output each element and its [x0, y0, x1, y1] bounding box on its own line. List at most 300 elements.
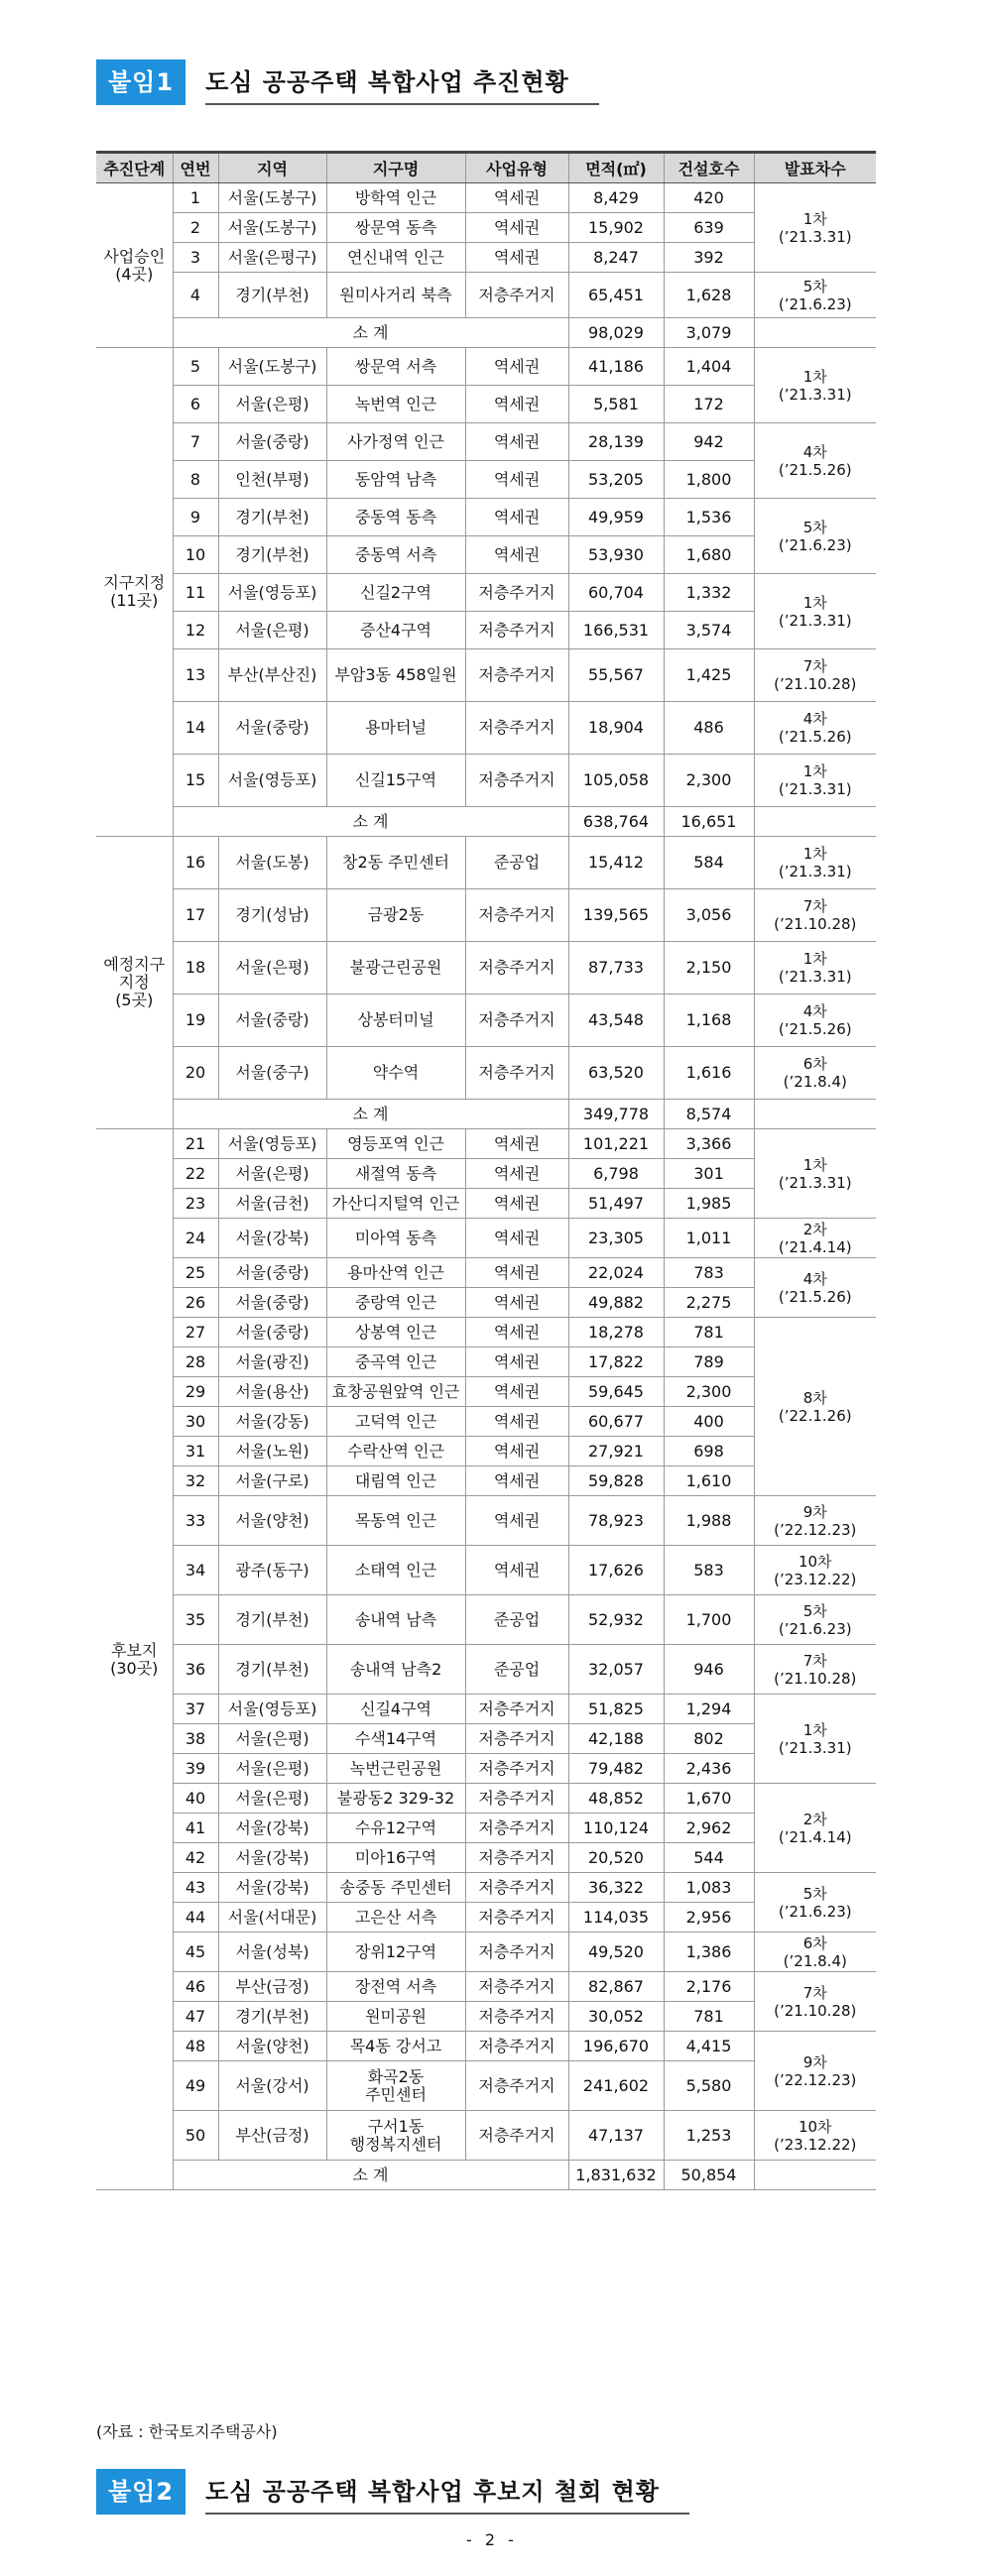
header-area: 면적(㎡)	[568, 153, 664, 183]
row-district: 상봉역 인근	[326, 1318, 465, 1347]
round-label-line: (’21.3.31)	[778, 968, 852, 986]
row-type: 저층주거지	[465, 1932, 568, 1972]
round-label-line: (’21.3.31)	[778, 1173, 852, 1192]
row-type: 역세권	[465, 1496, 568, 1546]
row-area: 28,139	[568, 423, 664, 461]
row-area: 139,565	[568, 889, 664, 942]
table-row	[96, 942, 876, 995]
table-row	[96, 273, 876, 318]
table-row	[96, 348, 876, 386]
row-region: 서울(은평)	[218, 942, 326, 995]
row-area: 8,247	[568, 243, 664, 273]
row-number: 43	[173, 1873, 218, 1903]
section1-badge: 붙임1	[96, 59, 185, 105]
table-row	[96, 1258, 876, 1288]
row-units: 1,628	[664, 273, 754, 318]
page-number: - 2 -	[466, 2530, 518, 2549]
row-area: 101,221	[568, 1129, 664, 1159]
row-units: 946	[664, 1645, 754, 1695]
row-region: 서울(중랑)	[218, 702, 326, 755]
row-district: 소태역 인근	[326, 1546, 465, 1595]
row-type: 저층주거지	[465, 2032, 568, 2061]
row-area: 47,137	[568, 2111, 664, 2161]
header-stage: 추진단계	[96, 153, 173, 183]
subtotal-units: 16,651	[664, 807, 754, 837]
table-row	[96, 649, 876, 702]
row-region: 서울(영등포)	[218, 574, 326, 612]
row-type: 역세권	[465, 1546, 568, 1595]
row-number: 28	[173, 1347, 218, 1377]
row-region: 서울(은평)	[218, 1784, 326, 1814]
row-number: 46	[173, 1972, 218, 2002]
table-row	[96, 1873, 876, 1903]
round-label-line: (’21.3.31)	[778, 611, 852, 630]
row-type: 저층주거지	[465, 2002, 568, 2032]
subtotal-label: 소 계	[173, 318, 568, 348]
row-area: 15,902	[568, 213, 664, 243]
row-region: 서울(도봉구)	[218, 213, 326, 243]
row-number: 33	[173, 1496, 218, 1546]
row-area: 105,058	[568, 755, 664, 807]
table-body	[96, 183, 876, 2190]
row-units: 781	[664, 2002, 754, 2032]
subtotal-row	[96, 318, 876, 348]
subtotal-area: 638,764	[568, 807, 664, 837]
round-cell	[754, 2111, 876, 2161]
row-units: 1,404	[664, 348, 754, 386]
round-label-line: (’21.6.23)	[778, 1902, 852, 1921]
section2-badge: 붙임2	[96, 2469, 185, 2515]
round-label-line: (’21.8.4)	[783, 1951, 847, 1970]
row-type: 역세권	[465, 461, 568, 499]
round-label-line: (’21.8.4)	[783, 1073, 847, 1091]
round-label-line: 7차	[802, 897, 827, 915]
round-cell	[754, 499, 876, 574]
row-area: 65,451	[568, 273, 664, 318]
row-type: 저층주거지	[465, 1972, 568, 2002]
row-number: 14	[173, 702, 218, 755]
row-number: 30	[173, 1407, 218, 1437]
row-region: 서울(중랑)	[218, 1318, 326, 1347]
row-units: 2,956	[664, 1903, 754, 1932]
round-label-line: (’21.5.26)	[778, 1287, 852, 1306]
round-label-line: 1차	[802, 367, 827, 386]
round-cell	[754, 1219, 876, 1258]
round-label-line: (’21.6.23)	[778, 1619, 852, 1638]
row-district: 목4동 강서고	[326, 2032, 465, 2061]
row-type: 저층주거지	[465, 1784, 568, 1814]
row-units: 1,425	[664, 649, 754, 702]
row-district: 상봉터미널	[326, 995, 465, 1047]
row-type: 저층주거지	[465, 273, 568, 318]
row-district: 구서1동 행정복지센터	[326, 2111, 465, 2161]
row-district: 부암3동 458일원	[326, 649, 465, 702]
subtotal-area: 98,029	[568, 318, 664, 348]
row-region: 서울(광진)	[218, 1347, 326, 1377]
row-district: 영등포역 인근	[326, 1129, 465, 1159]
row-district: 가산디지털역 인근	[326, 1189, 465, 1219]
row-region: 서울(중랑)	[218, 1258, 326, 1288]
row-region: 경기(부천)	[218, 499, 326, 536]
row-area: 5,581	[568, 386, 664, 423]
row-number: 34	[173, 1546, 218, 1595]
row-district: 화곡2동 주민센터	[326, 2061, 465, 2111]
row-type: 역세권	[465, 1347, 568, 1377]
row-area: 18,278	[568, 1318, 664, 1347]
row-units: 1,616	[664, 1047, 754, 1100]
row-units: 1,536	[664, 499, 754, 536]
round-cell	[754, 1258, 876, 1318]
round-label-line: (’21.10.28)	[774, 675, 857, 693]
table-row	[96, 1784, 876, 1814]
round-label-line: (’21.3.31)	[778, 780, 852, 798]
row-district: 수색14구역	[326, 1724, 465, 1754]
row-units: 3,366	[664, 1129, 754, 1159]
row-number: 9	[173, 499, 218, 536]
row-district: 사가정역 인근	[326, 423, 465, 461]
row-type: 저층주거지	[465, 2061, 568, 2111]
row-type: 역세권	[465, 213, 568, 243]
stage-cell	[96, 183, 173, 348]
row-units: 1,988	[664, 1496, 754, 1546]
round-label-line: 6차	[802, 1933, 827, 1952]
row-number: 39	[173, 1754, 218, 1784]
row-units: 1,253	[664, 2111, 754, 2161]
row-type: 저층주거지	[465, 1903, 568, 1932]
round-cell	[754, 1873, 876, 1932]
round-label-line: (’21.10.28)	[774, 1669, 857, 1688]
table-row	[96, 2032, 876, 2061]
row-number: 25	[173, 1258, 218, 1288]
row-region: 서울(은평)	[218, 1724, 326, 1754]
table-row	[96, 1318, 876, 1347]
round-label-line: 1차	[802, 950, 827, 968]
row-number: 6	[173, 386, 218, 423]
row-type: 역세권	[465, 1129, 568, 1159]
round-label-line: 4차	[802, 1002, 827, 1020]
project-status-table	[96, 151, 876, 2190]
row-district: 대림역 인근	[326, 1466, 465, 1496]
row-units: 3,574	[664, 612, 754, 649]
row-area: 6,798	[568, 1159, 664, 1189]
row-units: 639	[664, 213, 754, 243]
row-number: 19	[173, 995, 218, 1047]
row-region: 서울(양천)	[218, 2032, 326, 2061]
row-type: 준공업	[465, 837, 568, 889]
round-cell	[754, 1047, 876, 1100]
subtotal-area: 1,831,632	[568, 2161, 664, 2190]
row-number: 13	[173, 649, 218, 702]
table-row	[96, 1546, 876, 1595]
round-cell	[754, 837, 876, 889]
row-region: 서울(도봉구)	[218, 348, 326, 386]
row-area: 63,520	[568, 1047, 664, 1100]
round-label-line: 1차	[802, 209, 827, 228]
row-district: 효창공원앞역 인근	[326, 1377, 465, 1407]
row-number: 23	[173, 1189, 218, 1219]
row-district: 미아16구역	[326, 1843, 465, 1873]
row-type: 저층주거지	[465, 995, 568, 1047]
subtotal-units: 8,574	[664, 1100, 754, 1129]
row-district: 중동역 서측	[326, 536, 465, 574]
round-cell	[754, 1546, 876, 1595]
round-label-line: (’21.10.28)	[774, 2001, 857, 2020]
row-region: 부산(부산진)	[218, 649, 326, 702]
row-number: 24	[173, 1219, 218, 1258]
round-label-line: 4차	[802, 1269, 827, 1288]
row-area: 17,822	[568, 1347, 664, 1377]
row-area: 59,828	[568, 1466, 664, 1496]
row-region: 서울(영등포)	[218, 1695, 326, 1724]
round-label-line: (’21.4.14)	[778, 1827, 852, 1846]
stage-cell	[96, 1129, 173, 2190]
row-number: 38	[173, 1724, 218, 1754]
round-label-line: 1차	[802, 593, 827, 612]
row-district: 중곡역 인근	[326, 1347, 465, 1377]
round-cell	[754, 649, 876, 702]
table-row	[96, 499, 876, 536]
row-area: 49,959	[568, 499, 664, 536]
table-row	[96, 183, 876, 213]
row-district: 미아역 동측	[326, 1219, 465, 1258]
round-label-line: 10차	[798, 2117, 832, 2136]
row-type: 저층주거지	[465, 612, 568, 649]
row-region: 경기(부천)	[218, 536, 326, 574]
row-type: 역세권	[465, 499, 568, 536]
row-area: 49,882	[568, 1288, 664, 1318]
row-units: 1,011	[664, 1219, 754, 1258]
row-region: 서울(용산)	[218, 1377, 326, 1407]
round-label-line: 5차	[802, 1601, 827, 1620]
row-units: 4,415	[664, 2032, 754, 2061]
row-units: 1,670	[664, 1784, 754, 1814]
row-district: 장위12구역	[326, 1932, 465, 1972]
round-label-line: 5차	[802, 1884, 827, 1903]
row-district: 불광동2 329-32	[326, 1784, 465, 1814]
round-label-line: 5차	[802, 518, 827, 536]
row-units: 400	[664, 1407, 754, 1437]
row-district: 고은산 서측	[326, 1903, 465, 1932]
round-cell	[754, 1695, 876, 1784]
row-district: 장전역 서측	[326, 1972, 465, 2002]
row-units: 2,436	[664, 1754, 754, 1784]
table-row	[96, 702, 876, 755]
row-region: 서울(강서)	[218, 2061, 326, 2111]
round-cell	[754, 995, 876, 1047]
row-units: 584	[664, 837, 754, 889]
row-district: 원미사거리 북측	[326, 273, 465, 318]
section1-title: 도심 공공주택 복합사업 추진현황	[205, 65, 599, 105]
row-units: 486	[664, 702, 754, 755]
row-area: 48,852	[568, 1784, 664, 1814]
row-type: 저층주거지	[465, 1843, 568, 1873]
row-region: 부산(금정)	[218, 2111, 326, 2161]
row-type: 준공업	[465, 1595, 568, 1645]
row-number: 36	[173, 1645, 218, 1695]
row-area: 51,825	[568, 1695, 664, 1724]
row-district: 용마산역 인근	[326, 1258, 465, 1288]
row-type: 역세권	[465, 1407, 568, 1437]
row-number: 16	[173, 837, 218, 889]
stage-label-line: (11곳)	[110, 591, 159, 610]
row-units: 2,275	[664, 1288, 754, 1318]
row-type: 역세권	[465, 243, 568, 273]
row-district: 수락산역 인근	[326, 1437, 465, 1466]
round-label-line: 9차	[802, 2052, 827, 2071]
row-region: 서울(강북)	[218, 1219, 326, 1258]
row-type: 저층주거지	[465, 702, 568, 755]
row-area: 60,704	[568, 574, 664, 612]
subtotal-row	[96, 2161, 876, 2190]
row-number: 44	[173, 1903, 218, 1932]
header-region: 지역	[218, 153, 326, 183]
row-number: 42	[173, 1843, 218, 1873]
round-label-line: 4차	[802, 710, 827, 728]
row-units: 783	[664, 1258, 754, 1288]
table-row	[96, 574, 876, 612]
row-type: 역세권	[465, 1437, 568, 1466]
row-area: 27,921	[568, 1437, 664, 1466]
round-label-line: (’22.12.23)	[774, 1520, 857, 1539]
round-label-line: (’22.12.23)	[774, 2070, 857, 2089]
row-number: 11	[173, 574, 218, 612]
row-units: 420	[664, 183, 754, 213]
row-district: 고덕역 인근	[326, 1407, 465, 1437]
row-number: 32	[173, 1466, 218, 1496]
round-cell	[754, 889, 876, 942]
row-units: 781	[664, 1318, 754, 1347]
row-area: 59,645	[568, 1377, 664, 1407]
row-type: 저층주거지	[465, 942, 568, 995]
row-region: 서울(강북)	[218, 1814, 326, 1843]
row-number: 49	[173, 2061, 218, 2111]
round-label-line: (’21.5.26)	[778, 460, 852, 479]
stage-label-line: 예정지구	[103, 955, 166, 974]
row-district: 송중동 주민센터	[326, 1873, 465, 1903]
round-label-line: 9차	[802, 1502, 827, 1521]
round-cell	[754, 574, 876, 649]
row-number: 7	[173, 423, 218, 461]
round-cell	[754, 1318, 876, 1496]
row-units: 1,985	[664, 1189, 754, 1219]
row-type: 역세권	[465, 386, 568, 423]
round-label-line: (’23.12.22)	[774, 2135, 857, 2154]
row-region: 부산(금정)	[218, 1972, 326, 2002]
row-number: 29	[173, 1377, 218, 1407]
round-cell	[754, 702, 876, 755]
table-row	[96, 1932, 876, 1972]
row-area: 30,052	[568, 2002, 664, 2032]
row-area: 78,923	[568, 1496, 664, 1546]
row-units: 544	[664, 1843, 754, 1873]
row-units: 2,150	[664, 942, 754, 995]
round-label-line: (’21.3.31)	[778, 385, 852, 404]
stage-label-line: (5곳)	[115, 991, 154, 1009]
row-district: 원미공원	[326, 2002, 465, 2032]
row-units: 1,083	[664, 1873, 754, 1903]
row-number: 15	[173, 755, 218, 807]
row-units: 698	[664, 1437, 754, 1466]
row-number: 1	[173, 183, 218, 213]
row-region: 서울(양천)	[218, 1496, 326, 1546]
header-district: 지구명	[326, 153, 465, 183]
row-area: 53,205	[568, 461, 664, 499]
row-area: 43,548	[568, 995, 664, 1047]
row-type: 저층주거지	[465, 649, 568, 702]
table-row	[96, 1695, 876, 1724]
round-label-line: 7차	[802, 1983, 827, 2002]
table-row	[96, 1129, 876, 1159]
row-units: 172	[664, 386, 754, 423]
row-area: 196,670	[568, 2032, 664, 2061]
row-region: 서울(은평)	[218, 386, 326, 423]
section2-heading	[96, 2469, 689, 2515]
row-number: 31	[173, 1437, 218, 1466]
row-type: 역세권	[465, 1258, 568, 1288]
row-type: 역세권	[465, 1318, 568, 1347]
row-number: 10	[173, 536, 218, 574]
row-area: 49,520	[568, 1932, 664, 1972]
section2-title: 도심 공공주택 복합사업 후보지 철회 현황	[205, 2475, 689, 2515]
row-region: 서울(은평)	[218, 612, 326, 649]
row-area: 60,677	[568, 1407, 664, 1437]
row-type: 역세권	[465, 1288, 568, 1318]
row-number: 12	[173, 612, 218, 649]
section1-heading	[96, 59, 599, 105]
stage-label-line: (30곳)	[110, 1658, 159, 1678]
round-cell	[754, 942, 876, 995]
row-number: 50	[173, 2111, 218, 2161]
row-type: 역세권	[465, 183, 568, 213]
row-type: 저층주거지	[465, 889, 568, 942]
row-type: 저층주거지	[465, 1724, 568, 1754]
round-label-line: (’21.6.23)	[778, 294, 852, 313]
row-district: 증산4구역	[326, 612, 465, 649]
table-row	[96, 2111, 876, 2161]
round-label-line: 1차	[802, 762, 827, 780]
row-units: 1,800	[664, 461, 754, 499]
row-units: 1,610	[664, 1466, 754, 1496]
table-row	[96, 1972, 876, 2002]
row-number: 35	[173, 1595, 218, 1645]
row-number: 40	[173, 1784, 218, 1814]
row-area: 36,322	[568, 1873, 664, 1903]
row-region: 경기(부천)	[218, 1595, 326, 1645]
row-region: 서울(성북)	[218, 1932, 326, 1972]
row-district: 녹번역 인근	[326, 386, 465, 423]
row-area: 55,567	[568, 649, 664, 702]
round-label-line: 7차	[802, 1651, 827, 1670]
row-region: 서울(중랑)	[218, 423, 326, 461]
round-label-line: (’23.12.22)	[774, 1570, 857, 1588]
row-number: 21	[173, 1129, 218, 1159]
row-type: 저층주거지	[465, 1695, 568, 1724]
row-units: 2,300	[664, 755, 754, 807]
round-cell	[754, 1645, 876, 1695]
row-area: 110,124	[568, 1814, 664, 1843]
row-units: 1,168	[664, 995, 754, 1047]
row-district: 신길2구역	[326, 574, 465, 612]
stage-cell	[96, 348, 173, 837]
source-note: (자료 : 한국토지주택공사)	[96, 2422, 278, 2441]
row-region: 경기(부천)	[218, 273, 326, 318]
row-region: 서울(도봉구)	[218, 183, 326, 213]
row-region: 서울(중랑)	[218, 995, 326, 1047]
row-region: 서울(구로)	[218, 1466, 326, 1496]
round-label-line: 4차	[802, 442, 827, 461]
row-district: 중랑역 인근	[326, 1288, 465, 1318]
row-number: 5	[173, 348, 218, 386]
